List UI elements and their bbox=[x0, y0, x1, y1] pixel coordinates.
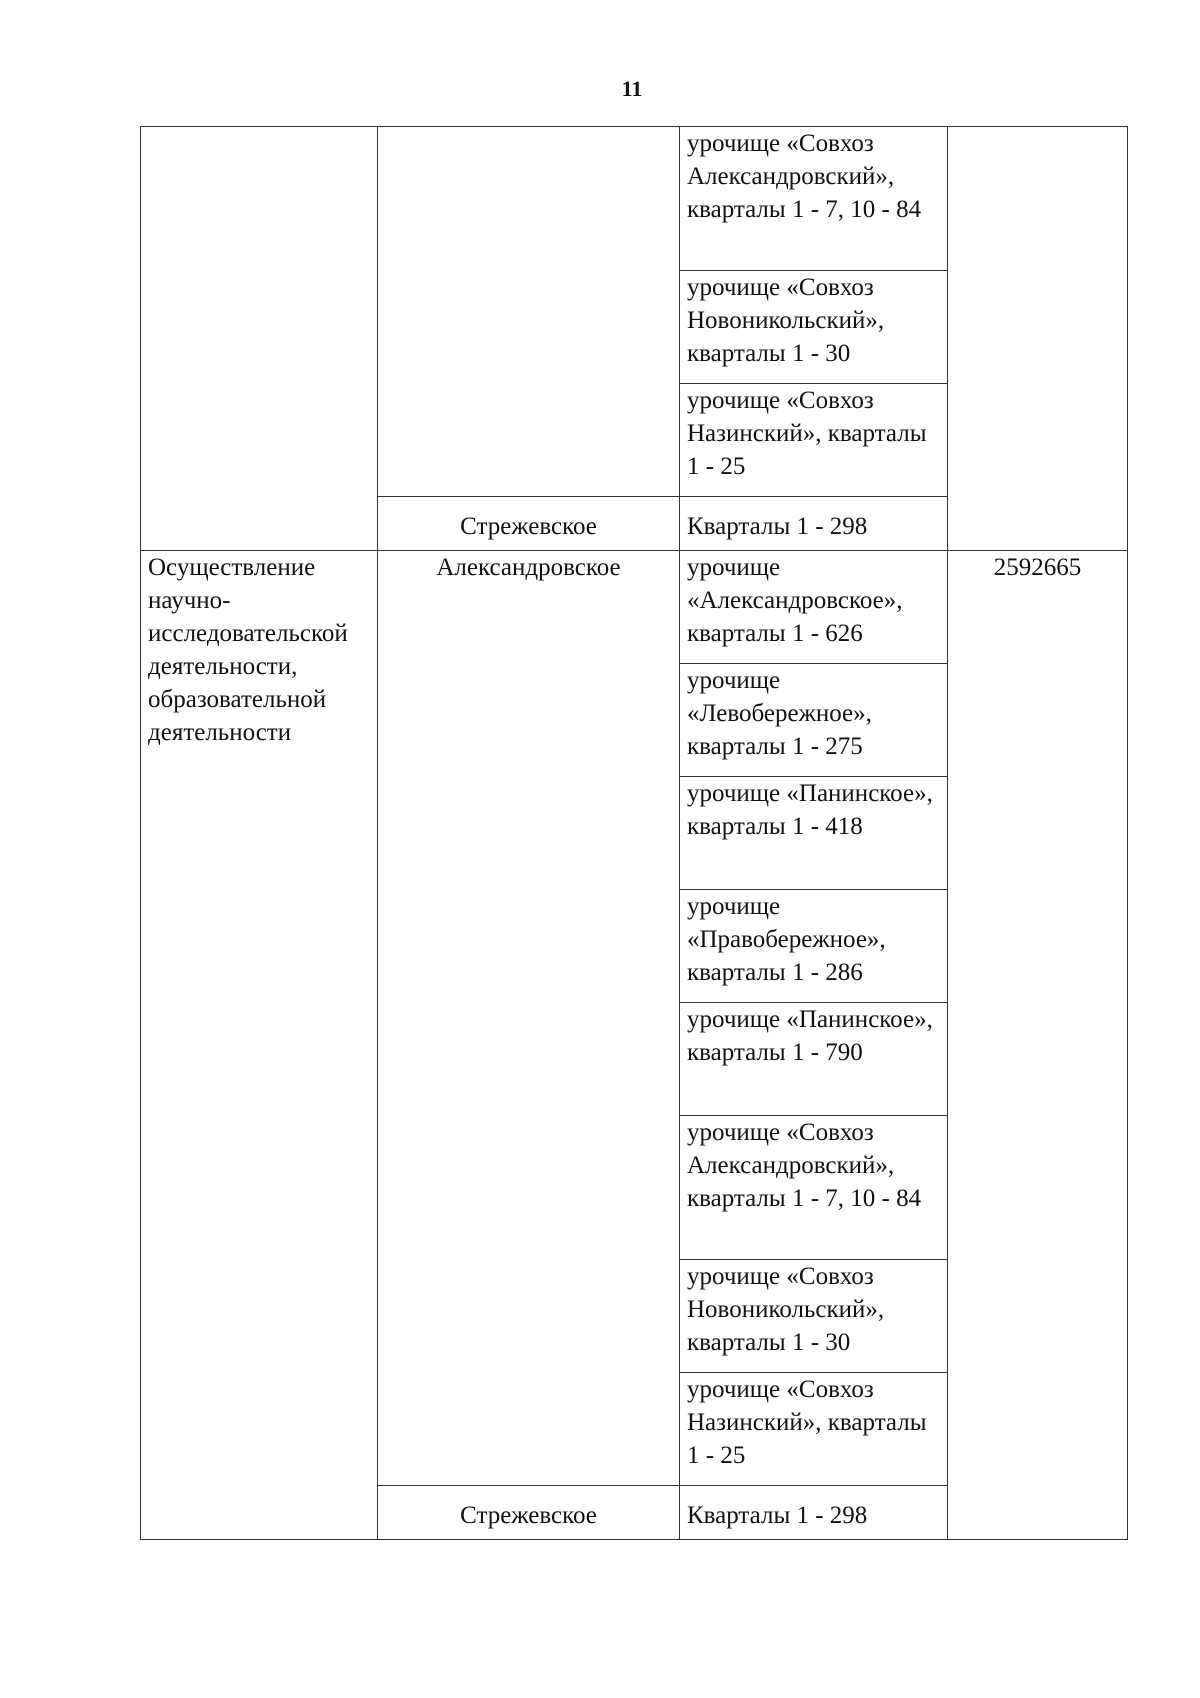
plot-cell: урочище «Левобережное», кварталы 1 - 275 bbox=[680, 664, 948, 777]
district-cell: Стрежевское bbox=[378, 1486, 680, 1540]
plot-cell: Кварталы 1 - 298 bbox=[680, 497, 948, 551]
plot-cell: урочище «Панинское», кварталы 1 - 418 bbox=[680, 777, 948, 890]
plot-cell: Кварталы 1 - 298 bbox=[680, 1486, 948, 1540]
area-value: 2592665 bbox=[993, 554, 1082, 581]
plot-cell: урочище «Панинское», кварталы 1 - 790 bbox=[680, 1003, 948, 1116]
table-row bbox=[141, 551, 1128, 664]
plot-cell: урочище «Совхоз Александровский», кварталы 1 - 7, 10 - 84 bbox=[680, 127, 948, 271]
plot-cell: урочище «Правобережное», кварталы 1 - 286 bbox=[680, 890, 948, 1003]
plot-cell: урочище «Совхоз Назинский», кварталы 1 - 25 bbox=[680, 384, 948, 497]
plot-cell: урочище «Совхоз Новоникольский», кварталы 1 - 30 bbox=[680, 1260, 948, 1373]
forest-areas-table bbox=[140, 126, 1128, 1540]
district-cell: Александровское bbox=[378, 551, 680, 1486]
district-cell bbox=[378, 127, 680, 497]
plot-cell: урочище «Совхоз Александровский», кварталы 1 - 7, 10 - 84 bbox=[680, 1116, 948, 1260]
plot-cell: урочище «Совхоз Новоникольский», кварталы 1 - 30 bbox=[680, 271, 948, 384]
area-cell bbox=[948, 127, 1128, 551]
district-cell: Стрежевское bbox=[378, 497, 680, 551]
page-number: 11 bbox=[621, 76, 643, 101]
plot-cell: урочище «Совхоз Назинский», кварталы 1 - 25 bbox=[680, 1373, 948, 1486]
area-cell bbox=[948, 551, 1128, 1540]
plot-cell: урочище «Александровское», кварталы 1 - 626 bbox=[680, 551, 948, 664]
table-row bbox=[141, 127, 1128, 271]
purpose-cell bbox=[141, 127, 378, 551]
purpose-cell: Осуществление научно-исследовательской деятельности, образовательной деятельности bbox=[141, 551, 378, 1540]
